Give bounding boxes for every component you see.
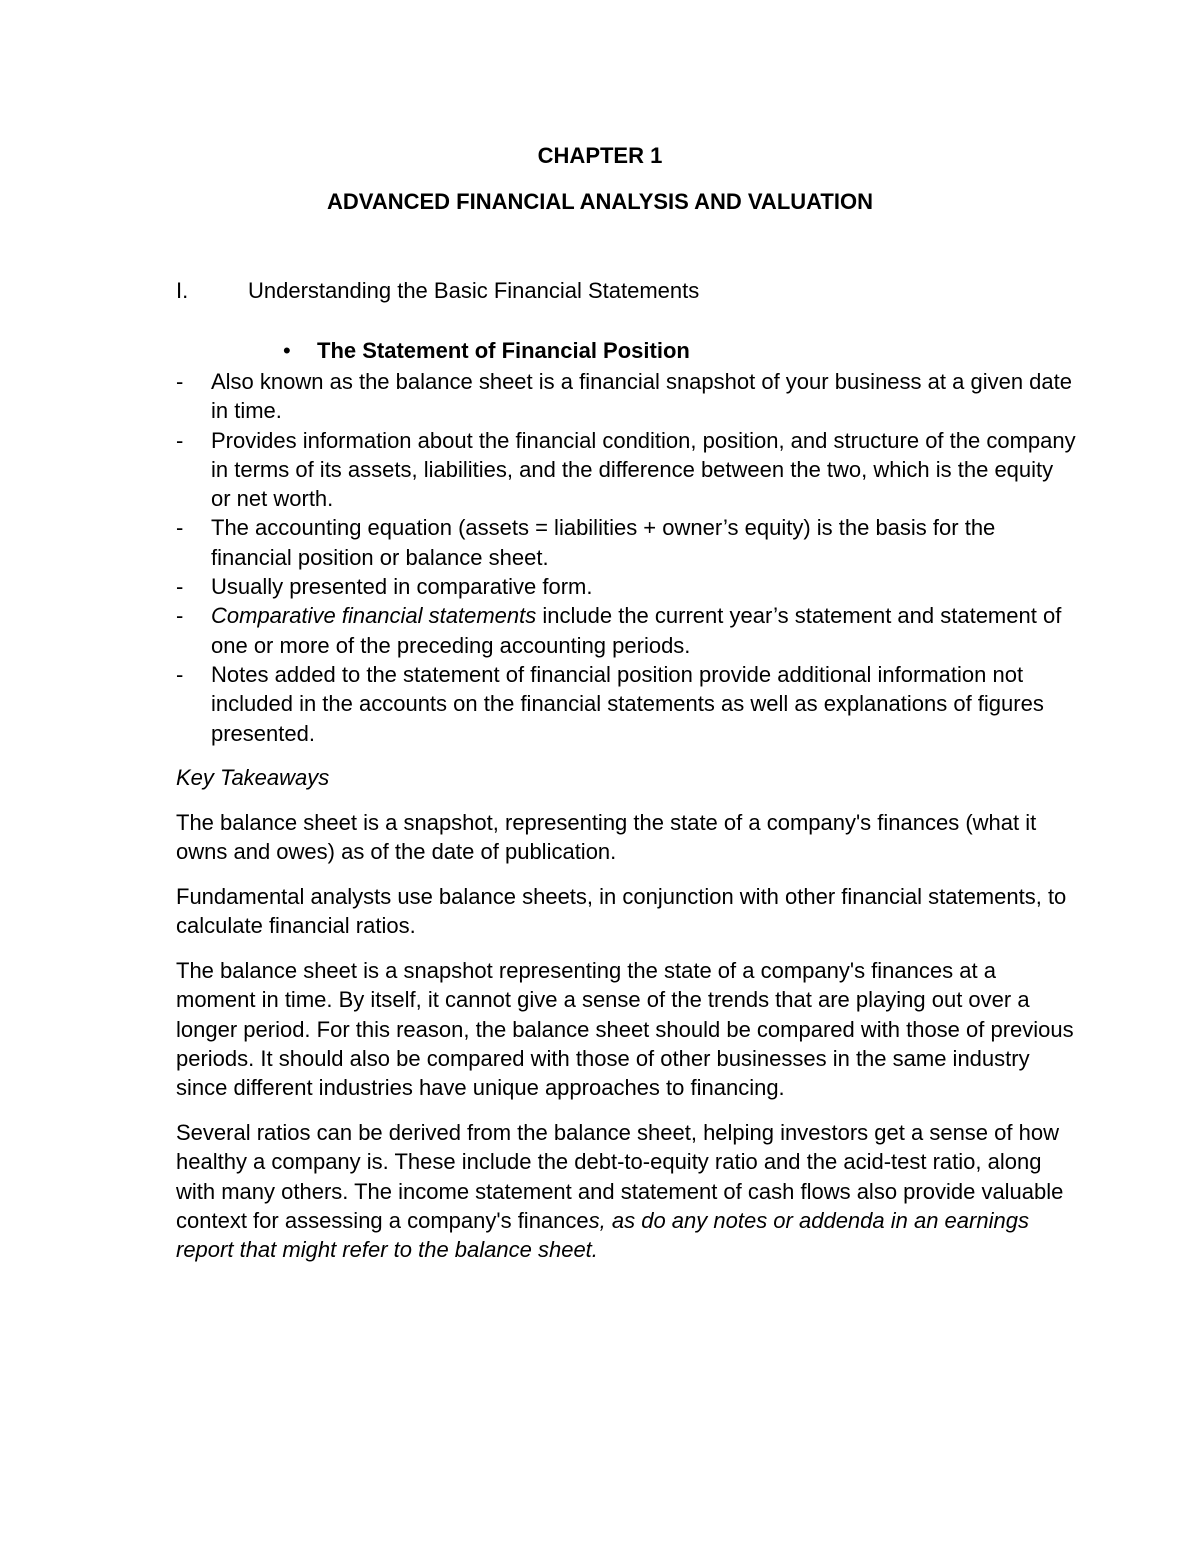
list-item xyxy=(176,572,1076,601)
list-item-text: Usually presented in comparative form. xyxy=(211,574,593,600)
list-item-text: The accounting equation (assets = liabilities + owner’s equity) is the basis for the financial position or balance sheet. xyxy=(211,515,996,570)
bullet-heading-text: The Statement of Financial Position xyxy=(317,338,690,363)
section-numeral: I. xyxy=(176,278,189,303)
dash-icon: - xyxy=(176,603,184,629)
paragraph: The balance sheet is a snapshot, representing the state of a company's finances (what it owns and owes) as of the date of publication. xyxy=(176,810,1037,865)
dash-icon: - xyxy=(176,574,184,600)
list-item-text: include the current year’s statement and statement of one or more of the preceding accounting periods. xyxy=(211,603,1062,658)
paragraph-emphasis: s, as do any notes or addenda in an earnings report that might refer to the balance sheet. xyxy=(176,1207,1029,1263)
chapter-heading: CHAPTER 1 xyxy=(537,143,663,168)
list-item xyxy=(176,660,1076,748)
key-takeaways-heading: Key Takeaways xyxy=(176,765,330,790)
list-item xyxy=(176,367,1076,426)
list-item-text: Notes added to the statement of financial position provide additional information not included in the accounts on the financial statements as well as explanations of figures presented. xyxy=(211,661,1044,746)
paragraph-text: Several ratios can be derived from the balance sheet, helping investors get a sense of how healthy a company is. These include the debt-to-equity ratio and the acid-test ratio, along with many others. The income statement and statement of cash flows also provide valuable context for assessing a company's finance xyxy=(176,1120,1064,1233)
dash-icon: - xyxy=(176,427,184,453)
dash-list xyxy=(176,367,1076,748)
dash-icon: - xyxy=(176,661,184,687)
bullet-icon: • xyxy=(283,338,291,363)
list-item-text: Provides information about the financial condition, position, and structure of the company in terms of its assets, liabilities, and the difference between the two, which is the equity or net worth. xyxy=(211,427,1076,512)
list-item xyxy=(176,601,1076,660)
section-title: Understanding the Basic Financial Statements xyxy=(248,278,700,303)
paragraph-last xyxy=(176,1118,1076,1264)
list-item-emphasis: Comparative financial statements xyxy=(211,603,537,629)
document-title: ADVANCED FINANCIAL ANALYSIS AND VALUATION xyxy=(327,189,873,214)
list-item-text: Also known as the balance sheet is a financial snapshot of your business at a given date in time. xyxy=(211,369,1072,424)
bullet-heading xyxy=(283,337,690,365)
list-item xyxy=(176,426,1076,514)
list-item xyxy=(176,513,1076,572)
paragraph: Fundamental analysts use balance sheets, in conjunction with other financial statements, to calculate financial ratios. xyxy=(176,884,1067,939)
paragraph: The balance sheet is a snapshot representing the state of a company's finances at a moment in time. By itself, it cannot give a sense of the trends that are playing out over a longer period. For this reason, the balance sheet should be compared with those of previous periods. It should also be compared with those of other businesses in the same industry since different industries have unique approaches to financing. xyxy=(176,958,1074,1101)
dash-icon: - xyxy=(176,369,184,394)
dash-icon: - xyxy=(176,515,184,541)
